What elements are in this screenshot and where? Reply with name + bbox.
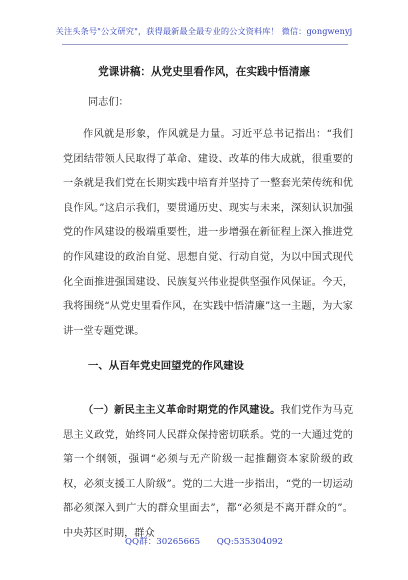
paragraph-subsection <box>63 398 353 547</box>
salutation: 同志们： <box>88 97 129 108</box>
section-heading: 一、从百年党史回望党的作风建设 <box>88 360 244 372</box>
header-notice: 关注头条号"公文研究"，获得最新最全最专业的公文资料库！ 微信：gongwenyj <box>55 26 353 36</box>
paragraph-subsection-body: 我们党作为马克思主义政党，始终同人民群众保持密切联系。党的一大通过党的第一个纲领，强调“必须与无产阶级一起推翻资本家阶级的政权，必须支援工人阶级”。党的二大进一步指出，“党的一切运动都必须深入到广大的群众里面去”，都“必须是不离开群众的”。中央苏区时期，群众 <box>63 405 354 539</box>
document-title: 党课讲稿：从党史里看作风，在实践中悟清廉 <box>98 66 310 78</box>
footer-contacts: QQ群：30265665 QQ:535304092 <box>125 537 283 547</box>
subsection-heading: （一）新民主主义革命时期党的作风建设。 <box>83 404 281 416</box>
paragraph-intro: 作风就是形象，作风就是力量。习近平总书记指出：“我们党团结带领人民取得了革命、建设、改革的伟大成就，很重要的一条就是我们党在长期实践中培育并坚持了一整套光荣传统和优良作风。”这启示我们，要贯通历史、现实与未来，深刻认识加强党的作风建设的极端重要性，进一步增强在新征程上深入推进党的作风建设的政治自觉、思想自觉、行动自觉，为以中国式现代化全面推进强国建设、民族复兴伟业提供坚强作风保证。今天，我将围绕“从党史里看作风，在实践中悟清廉”这一主题，为大家讲一堂专题党课。 <box>63 129 353 337</box>
header-divider <box>62 44 348 45</box>
